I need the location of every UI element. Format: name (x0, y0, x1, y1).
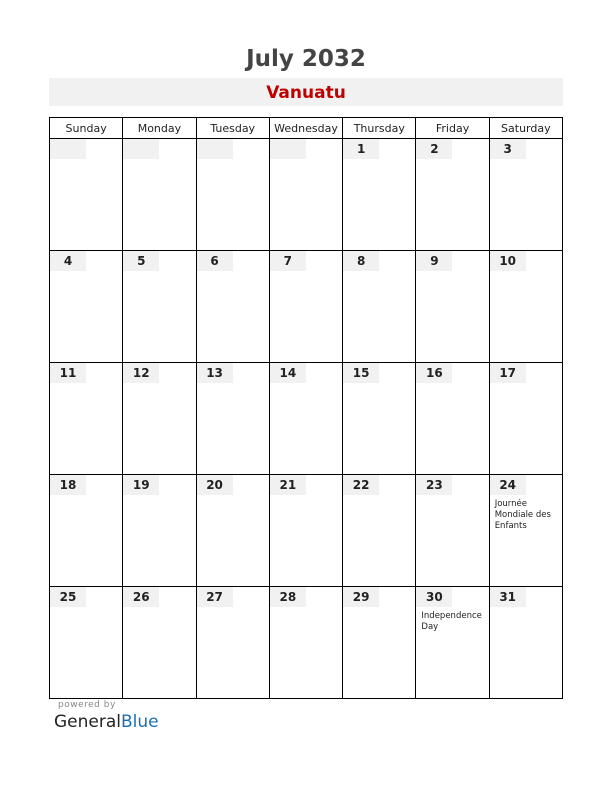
empty-day-shade (50, 139, 86, 159)
day-cell (123, 251, 196, 363)
holiday-label: Journée Mondiale des Enfants (494, 499, 551, 531)
day-number: 8 (343, 251, 379, 271)
brand-general: General (54, 712, 121, 732)
day-cell (416, 587, 489, 699)
day-cell-empty (123, 139, 196, 251)
day-number: 31 (490, 587, 526, 607)
day-number: 10 (490, 251, 526, 271)
week-row-1 (50, 139, 563, 251)
day-number: 11 (50, 363, 86, 383)
weekday-friday: Friday (416, 118, 489, 139)
day-number: 29 (343, 587, 379, 607)
brand-blue: Blue (121, 712, 159, 732)
day-number: 7 (270, 251, 306, 271)
day-cell (489, 251, 562, 363)
day-number: 17 (490, 363, 526, 383)
day-cell (123, 363, 196, 475)
day-number: 18 (50, 475, 86, 495)
day-cell-empty (50, 139, 123, 251)
day-number: 13 (197, 363, 233, 383)
day-cell (196, 587, 269, 699)
weekday-monday: Monday (123, 118, 196, 139)
day-number: 20 (197, 475, 233, 495)
day-cell (416, 251, 489, 363)
day-cell (50, 363, 123, 475)
day-cell-empty (196, 139, 269, 251)
day-cell (343, 363, 416, 475)
day-number: 14 (270, 363, 306, 383)
day-number: 4 (50, 251, 86, 271)
day-cell (269, 587, 342, 699)
day-cell (269, 251, 342, 363)
week-row-4 (50, 475, 563, 587)
day-number: 19 (123, 475, 159, 495)
day-number: 27 (197, 587, 233, 607)
day-number: 26 (123, 587, 159, 607)
empty-day-shade (270, 139, 306, 159)
brand-logo[interactable] (54, 712, 159, 732)
day-number: 22 (343, 475, 379, 495)
day-cell (123, 475, 196, 587)
day-cell (196, 363, 269, 475)
day-cell (343, 475, 416, 587)
empty-day-shade (123, 139, 159, 159)
day-number: 3 (490, 139, 526, 159)
day-cell (50, 251, 123, 363)
weekday-sunday: Sunday (50, 118, 123, 139)
day-number: 15 (343, 363, 379, 383)
day-cell (50, 475, 123, 587)
country-name: Vanuatu (266, 83, 346, 103)
day-cell (489, 475, 562, 587)
weekday-tuesday: Tuesday (196, 118, 269, 139)
weekday-header-row (50, 118, 563, 139)
day-cell (489, 139, 562, 251)
day-cell (416, 139, 489, 251)
powered-by-text: powered by (58, 700, 116, 710)
day-number: 1 (343, 139, 379, 159)
calendar-title: July 2032 (246, 46, 366, 72)
day-cell (489, 587, 562, 699)
weekday-thursday: Thursday (343, 118, 416, 139)
day-cell (416, 475, 489, 587)
empty-day-shade (197, 139, 233, 159)
day-number: 9 (416, 251, 452, 271)
calendar-grid (49, 117, 563, 699)
day-number: 28 (270, 587, 306, 607)
day-number: 16 (416, 363, 452, 383)
day-number: 12 (123, 363, 159, 383)
day-cell (343, 251, 416, 363)
day-cell (269, 363, 342, 475)
day-number: 23 (416, 475, 452, 495)
day-number: 30 (416, 587, 452, 607)
day-cell (196, 475, 269, 587)
day-cell (123, 587, 196, 699)
day-number: 5 (123, 251, 159, 271)
holiday-label: Independence Day (421, 611, 482, 632)
day-number: 25 (50, 587, 86, 607)
day-cell (343, 587, 416, 699)
day-cell (343, 139, 416, 251)
day-number: 6 (197, 251, 233, 271)
weekday-saturday: Saturday (489, 118, 562, 139)
day-cell (196, 251, 269, 363)
day-cell (416, 363, 489, 475)
weekday-wednesday: Wednesday (269, 118, 342, 139)
day-cell (489, 363, 562, 475)
day-number: 21 (270, 475, 306, 495)
week-row-2 (50, 251, 563, 363)
day-cell-empty (269, 139, 342, 251)
country-banner (49, 78, 563, 106)
week-row-3 (50, 363, 563, 475)
day-number: 2 (416, 139, 452, 159)
day-cell (269, 475, 342, 587)
day-cell (50, 587, 123, 699)
day-number: 24 (490, 475, 526, 495)
week-row-5 (50, 587, 563, 699)
